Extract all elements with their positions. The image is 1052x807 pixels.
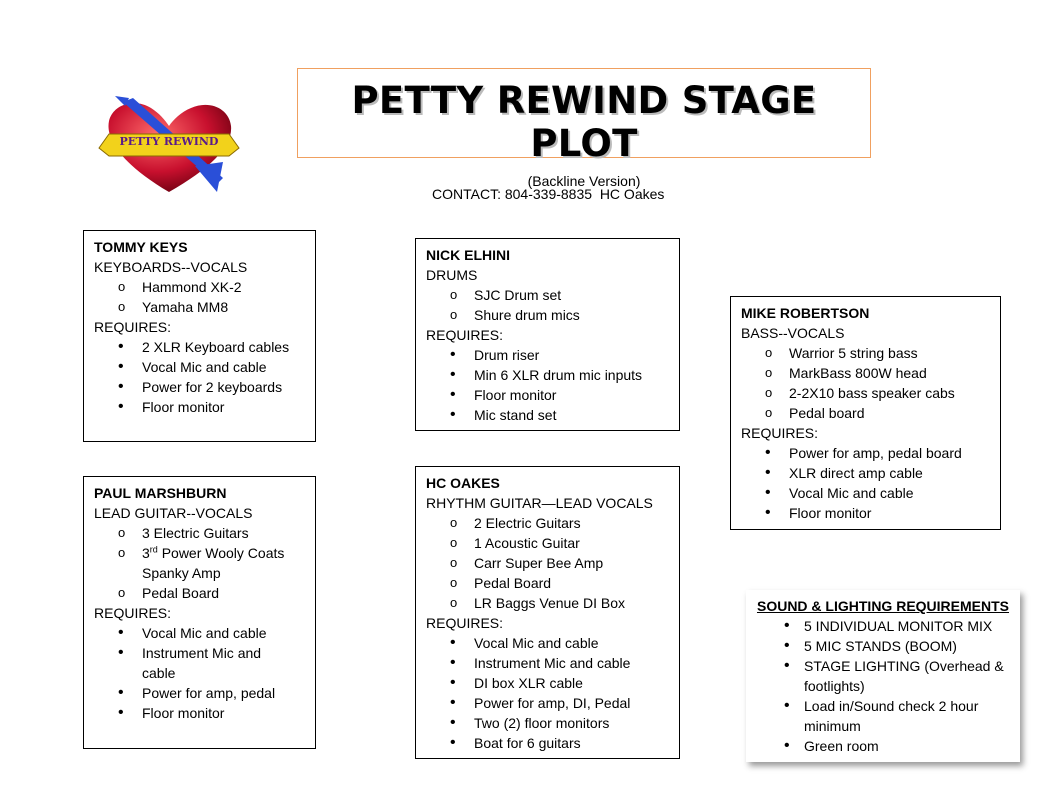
heart-guitar-logo-icon: [95, 96, 243, 196]
member-name: NICK ELHINI: [426, 247, 510, 263]
list-item: • Drum riser: [426, 345, 669, 365]
requires-label: REQUIRES:: [741, 425, 819, 441]
list-item: • Min 6 XLR drum mic inputs: [426, 365, 669, 385]
requirements-list: [754, 616, 1012, 756]
list-item: o 1 Acoustic Guitar: [426, 533, 669, 553]
list-item: • Floor monitor: [94, 703, 305, 723]
list-item: • 5 INDIVIDUAL MONITOR MIX: [754, 616, 1012, 636]
list-item: • Floor monitor: [94, 397, 305, 417]
member-role: DRUMS: [426, 267, 478, 283]
list-item: • Boat for 6 guitars: [426, 733, 669, 753]
list-item: o SJC Drum set: [426, 285, 669, 305]
list-item: o Carr Super Bee Amp: [426, 553, 669, 573]
nick-elhini-box: [415, 238, 680, 431]
member-role: LEAD GUITAR--VOCALS: [94, 505, 253, 521]
contact-line: CONTACT: 804-339-8835 HC Oakes: [432, 186, 665, 202]
list-item: • Vocal Mic and cable: [94, 357, 305, 377]
member-role: RHYTHM GUITAR—LEAD VOCALS: [426, 495, 653, 511]
member-role: KEYBOARDS--VOCALS: [94, 259, 248, 275]
list-item: • Instrument Mic and cable: [426, 653, 669, 673]
list-item: o Pedal Board: [426, 573, 669, 593]
requires-label: REQUIRES:: [94, 319, 172, 335]
list-item: • Floor monitor: [741, 503, 990, 523]
requires-list: [94, 337, 305, 417]
member-name: MIKE ROBERTSON: [741, 305, 870, 321]
list-item: o Shure drum mics: [426, 305, 669, 325]
list-item: • Power for 2 keyboards: [94, 377, 305, 397]
list-item: o 2 Electric Guitars: [426, 513, 669, 533]
gear-list: [94, 523, 305, 603]
logo-text: PETTY REWIND: [119, 135, 219, 148]
requires-label: REQUIRES:: [94, 605, 172, 621]
list-item: • Two (2) floor monitors: [426, 713, 669, 733]
list-item: • Floor monitor: [426, 385, 669, 405]
page-title: PETTY REWIND STAGE PLOT: [351, 79, 817, 165]
list-item: • Vocal Mic and cable: [426, 633, 669, 653]
list-item: o Yamaha MM8: [94, 297, 305, 317]
hc-oakes-box: [415, 466, 680, 759]
member-name: TOMMY KEYS: [94, 239, 188, 255]
list-item: o 2-2X10 bass speaker cabs: [741, 383, 990, 403]
list-item-continuation: minimum: [804, 718, 861, 734]
sound-lighting-box: [746, 590, 1020, 762]
gear-list: [426, 513, 669, 613]
requires-list: [741, 443, 990, 523]
list-item: • Vocal Mic and cable: [94, 623, 305, 643]
gear-text: Power Wooly Coats: [157, 545, 285, 561]
page-subtitle: (Backline Version): [527, 173, 641, 189]
list-item: o Hammond XK-2: [94, 277, 305, 297]
list-item: o Pedal Board: [94, 583, 305, 603]
list-item-continuation: cable: [142, 665, 176, 681]
list-item-continuation: Spanky Amp: [142, 565, 221, 581]
list-item: o Pedal board: [741, 403, 990, 423]
requires-list: [426, 633, 669, 753]
list-item: o 3 Electric Guitars: [94, 523, 305, 543]
list-item: o LR Baggs Venue DI Box: [426, 593, 669, 613]
ordinal-number: 3: [142, 545, 150, 561]
paul-marshburn-box: [83, 476, 316, 749]
member-name: HC OAKES: [426, 475, 500, 491]
mike-robertson-box: [730, 296, 1001, 530]
sound-lighting-heading: SOUND & LIGHTING REQUIREMENTS: [756, 598, 1009, 614]
list-item: • DI box XLR cable: [426, 673, 669, 693]
list-item: • Power for amp, pedal: [94, 683, 305, 703]
requires-list: [94, 623, 305, 723]
list-item: • Power for amp, pedal board: [741, 443, 990, 463]
list-item: o MarkBass 800W head: [741, 363, 990, 383]
list-item: • STAGE LIGHTING (Overhead &: [754, 656, 1012, 676]
member-name: PAUL MARSHBURN: [94, 485, 227, 501]
list-item: [94, 543, 305, 563]
gear-list: [426, 285, 669, 325]
member-role: BASS--VOCALS: [741, 325, 845, 341]
requires-list: [426, 345, 669, 425]
ordinal-suffix: rd: [149, 544, 158, 555]
list-item: • XLR direct amp cable: [741, 463, 990, 483]
requires-label: REQUIRES:: [426, 615, 504, 631]
title-box: [297, 68, 871, 189]
gear-list: [94, 277, 305, 317]
list-item: • 5 MIC STANDS (BOOM): [754, 636, 1012, 656]
list-item: • Load in/Sound check 2 hour: [754, 696, 1012, 716]
list-item: • Vocal Mic and cable: [741, 483, 990, 503]
list-item: • Power for amp, DI, Pedal: [426, 693, 669, 713]
list-item: o Warrior 5 string bass: [741, 343, 990, 363]
band-logo: [95, 96, 243, 196]
list-item: • Mic stand set: [426, 405, 669, 425]
list-item: • 2 XLR Keyboard cables: [94, 337, 305, 357]
list-item: • Instrument Mic and: [94, 643, 305, 663]
list-item-continuation: footlights): [804, 678, 865, 694]
requires-label: REQUIRES:: [426, 327, 504, 343]
tommy-keys-box: [83, 230, 316, 442]
list-item: • Green room: [754, 736, 1012, 756]
gear-list: [741, 343, 990, 423]
